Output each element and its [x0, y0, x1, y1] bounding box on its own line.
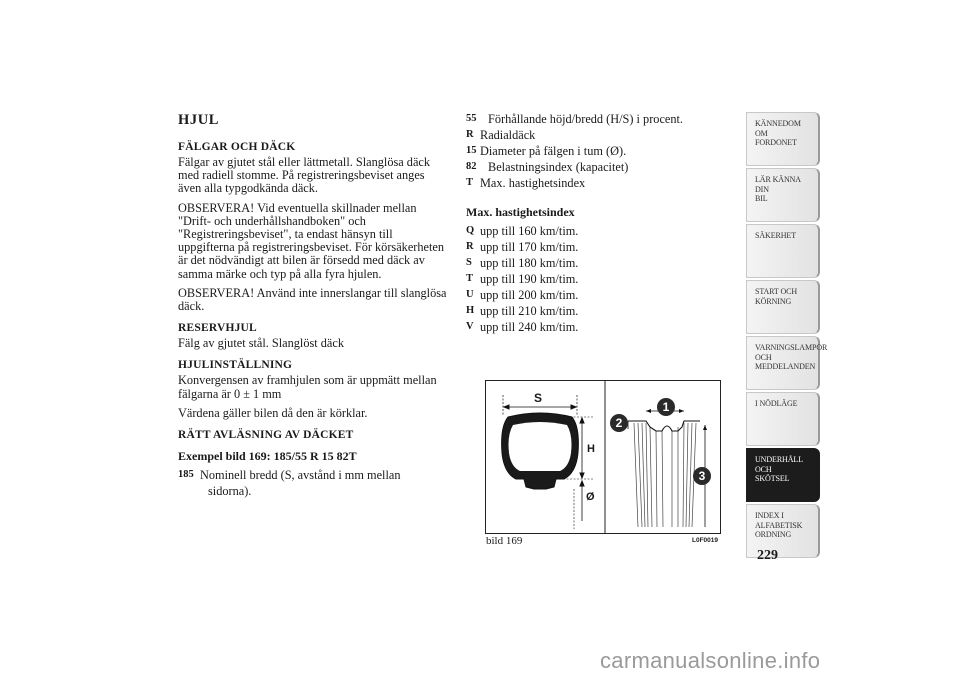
speed-value: upp till 160 km/tim. — [480, 224, 579, 238]
heading-hjulinstallning: HJULINSTÄLLNING — [178, 359, 293, 372]
speed-value: upp till 210 km/tim. — [480, 304, 579, 318]
definition-key: 185 — [178, 469, 194, 481]
speed-key: R — [466, 241, 474, 252]
speed-row — [466, 319, 726, 335]
label-h: H — [587, 443, 595, 455]
figure-caption: bild 169 — [486, 535, 523, 547]
paragraph-observera-1: OBSERVERA! Vid eventuella skillnader mellan "Drift- och underhållshandboken" och "Registreringsbeviset", ta endast hänsyn till uppgifterna på registreringsbeviset. För körsäkerheten är det nödvändigt att bilen är försedd med däck av samma märke och typ på alla fyra hjulen. — [178, 200, 445, 281]
definition-row — [466, 111, 726, 127]
callout-badge-3: 3 — [693, 467, 711, 485]
definition-line-2: sidorna). — [208, 484, 252, 499]
tab-kannedom-om-fordonet[interactable]: KÄNNEDOM OM FORDONET — [746, 112, 820, 166]
definition-value: Max. hastighetsindex — [480, 176, 586, 190]
speed-key: V — [466, 321, 474, 332]
tire-diagram — [486, 381, 720, 533]
speed-row — [466, 223, 726, 239]
heading-exempel: Exempel bild 169: 185/55 R 15 82T — [178, 449, 357, 464]
label-diameter: Ø — [586, 491, 595, 503]
label-s: S — [534, 391, 543, 405]
callout-badge-1: 1 — [657, 398, 675, 416]
heading-reservhjul: RESERVHJUL — [178, 322, 257, 335]
tire-cross-section — [502, 395, 594, 529]
tab-start-och-korning[interactable]: START OCH KÖRNING — [746, 280, 820, 334]
speed-value: upp till 190 km/tim. — [480, 272, 579, 286]
speed-row — [466, 287, 726, 303]
rim-profile — [628, 409, 707, 527]
left-column — [178, 112, 450, 499]
paragraph-reservhjul: Fälg av gjutet stål. Slanglöst däck — [178, 336, 344, 351]
heading-hastighetsindex: Max. hastighetsindex — [466, 205, 575, 219]
tab-lar-kanna-din-bil[interactable]: LÄR KÄNNA DIN BIL — [746, 168, 820, 222]
speed-row — [466, 303, 726, 319]
speed-key: H — [466, 305, 475, 316]
tab-sakerhet[interactable]: SÄKERHET — [746, 224, 820, 278]
definition-185 — [178, 467, 450, 499]
middle-column — [466, 111, 726, 335]
figure-code: L0F0019 — [692, 537, 719, 544]
definition-value: Belastningsindex (kapacitet) — [488, 160, 629, 174]
definition-key: 15 — [466, 145, 477, 156]
speed-value: upp till 170 km/tim. — [480, 240, 579, 254]
tab-underhall-och-skotsel[interactable]: UNDERHÅLL OCH SKÖTSEL — [746, 448, 820, 502]
heading-avlasning: RÄTT AVLÄSNING AV DÄCKET — [178, 429, 354, 442]
speed-value: upp till 200 km/tim. — [480, 288, 579, 302]
speed-row — [466, 271, 726, 287]
definition-line-1: Nominell bredd (S, avstånd i mm mellan — [200, 468, 401, 483]
watermark: carmanualsonline.info — [600, 648, 821, 673]
definition-key: R — [466, 129, 474, 140]
page-number: 229 — [757, 548, 778, 563]
definition-value — [200, 467, 450, 499]
definition-key: 82 — [466, 161, 477, 172]
definition-row — [466, 127, 726, 143]
speed-row — [466, 239, 726, 255]
tire-figure — [485, 380, 721, 534]
paragraph-observera-2: OBSERVERA! Använd inte innerslangar till slanglösa däck. — [178, 285, 447, 314]
definition-row — [466, 175, 726, 191]
tab-index[interactable]: INDEX I ALFABETISK ORDNING — [746, 504, 820, 558]
callout-badge-2: 2 — [610, 414, 628, 432]
definition-value: Radialdäck — [480, 128, 536, 142]
definition-key: T — [466, 177, 474, 188]
definition-key: 55 — [466, 113, 477, 124]
definition-row — [466, 143, 726, 159]
tab-varningslampor[interactable]: VARNINGSLAMPOR OCH MEDDELANDEN — [746, 336, 820, 390]
chapter-sidebar — [746, 112, 828, 560]
speed-row — [466, 255, 726, 271]
paragraph-korklar: Värdena gäller bilen då den är körklar. — [178, 405, 368, 420]
paragraph-falgar: Fälgar av gjutet stål eller lättmetall. Slanglösa däck med radiell stomme. På registreringsbeviset anges även alla typgodkända däck. — [178, 155, 431, 196]
definition-row — [466, 159, 726, 175]
definition-value: Förhållande höjd/bredd (H/S) i procent. — [488, 112, 683, 126]
page-title: HJUL — [178, 112, 220, 128]
speed-key: U — [466, 289, 474, 300]
speed-key: S — [466, 257, 472, 268]
speed-value: upp till 240 km/tim. — [480, 320, 579, 334]
heading-falgar: FÄLGAR OCH DÄCK — [178, 141, 296, 153]
tab-i-nodlage[interactable]: I NÖDLÄGE — [746, 392, 820, 446]
speed-value: upp till 180 km/tim. — [480, 256, 579, 270]
speed-key: T — [466, 273, 474, 284]
definition-value: Diameter på fälgen i tum (Ø). — [480, 144, 627, 158]
speed-key: Q — [466, 225, 475, 236]
paragraph-konvergens: Konvergensen av framhjulen som är uppmätt mellan fälgarna är 0 ± 1 mm — [178, 373, 437, 401]
